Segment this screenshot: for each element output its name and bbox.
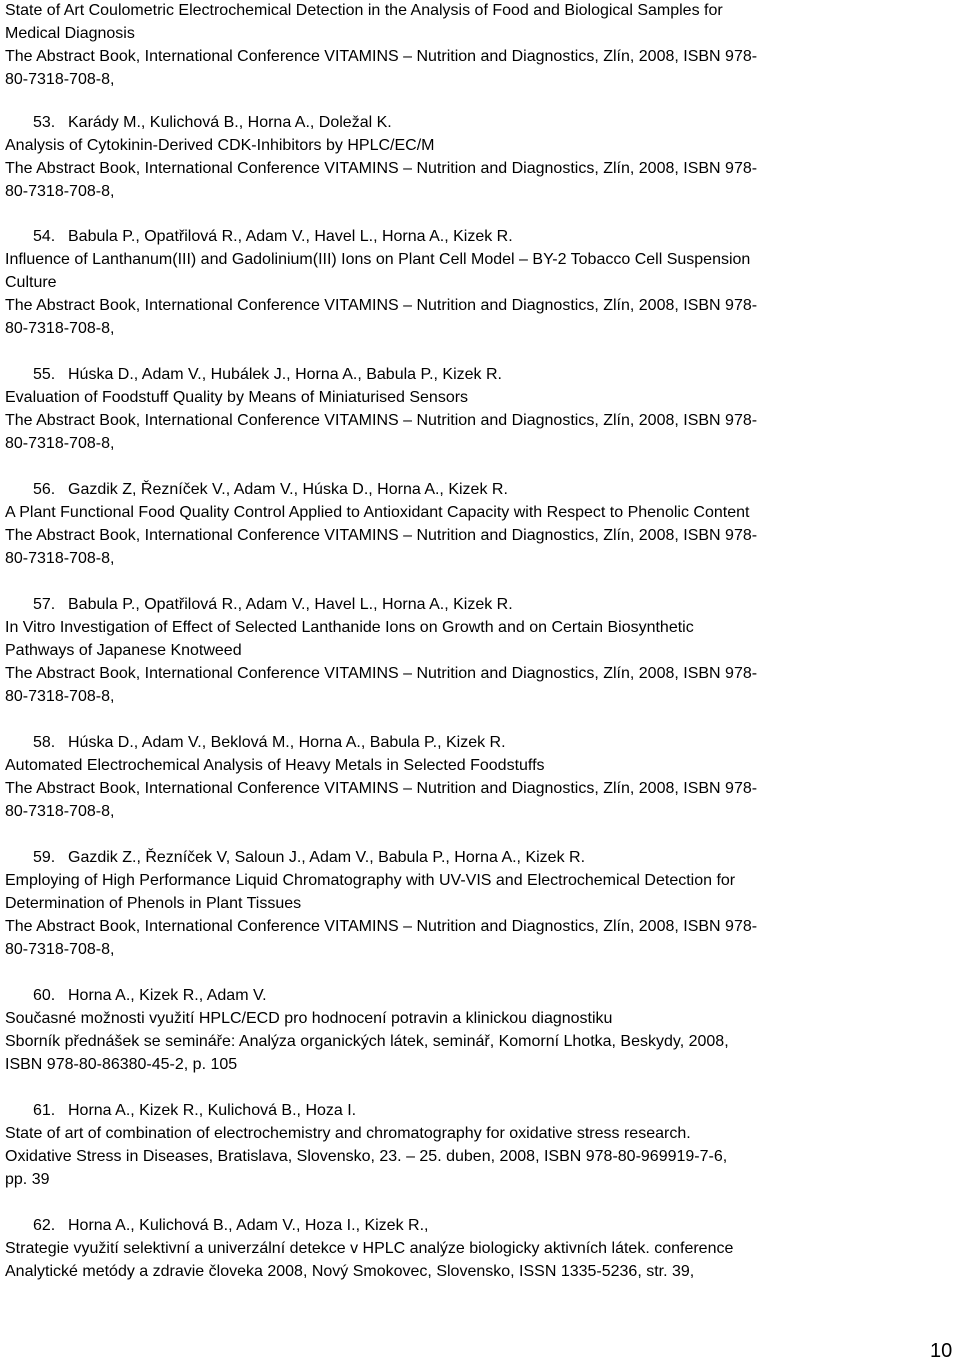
reference-number: 53.: [33, 114, 56, 131]
reference-source: The Abstract Book, International Conference VITAMINS – Nutrition and Diagnostics, Zlín, 2008, ISBN 978-: [5, 526, 758, 544]
reference-entry-58: [5, 732, 757, 824]
reference-entry-61: [5, 1100, 727, 1192]
reference-authors: Babula P., Opatřilová R., Adam V., Havel L., Horna A., Kizek R.: [68, 596, 513, 613]
reference-title: Analysis of Cytokinin-Derived CDK-Inhibitors by HPLC/EC/M: [5, 136, 435, 154]
reference-number: 54.: [33, 228, 56, 245]
reference-authors: Horna A., Kizek R., Kulichová B., Hoza I.: [68, 1102, 357, 1119]
reference-source: The Abstract Book, International Conference VITAMINS – Nutrition and Diagnostics, Zlín, 2008, ISBN 978-: [5, 411, 758, 429]
reference-authors: Karády M., Kulichová B., Horna A., Doležal K.: [68, 114, 392, 131]
reference-entry-62: [5, 1215, 733, 1284]
reference-number: 59.: [33, 849, 56, 866]
reference-authors-line: [5, 1215, 733, 1238]
reference-authors: Horna A., Kulichová B., Adam V., Hoza I., Kizek R.,: [68, 1217, 429, 1234]
reference-source: The Abstract Book, International Conference VITAMINS – Nutrition and Diagnostics, Zlín, 2008, ISBN 978-: [5, 159, 758, 177]
reference-line: Medical Diagnosis: [5, 24, 135, 42]
reference-authors: Húska D., Adam V., Beklová M., Horna A., Babula P., Kizek R.: [68, 734, 506, 751]
reference-authors: Horna A., Kizek R., Adam V.: [68, 987, 267, 1004]
reference-entry-53: [5, 112, 757, 204]
reference-entry-59: [5, 847, 757, 961]
reference-authors-line: [5, 479, 757, 502]
reference-source: 80-7318-708-8,: [5, 687, 115, 705]
reference-source: 80-7318-708-8,: [5, 802, 115, 820]
page-number: 10: [930, 1340, 953, 1362]
reference-source: Sborník přednášek se semináře: Analýza organických látek, seminář, Komorní Lhotka, Beskydy, 2008,: [5, 1032, 729, 1050]
reference-number: 55.: [33, 366, 56, 383]
reference-title: Strategie využití selektivní a univerzální detekce v HPLC analýze biologicky aktivních látek. conference: [5, 1239, 734, 1257]
reference-authors-line: [5, 112, 757, 135]
reference-authors: Babula P., Opatřilová R., Adam V., Havel L., Horna A., Kizek R.: [68, 228, 513, 245]
reference-entry-54: [5, 226, 757, 340]
reference-authors: Gazdik Z., Řezníček V, Saloun J., Adam V., Babula P., Horna A., Kizek R.: [68, 849, 586, 866]
reference-authors-line: [5, 732, 757, 755]
reference-authors: Húska D., Adam V., Hubálek J., Horna A., Babula P., Kizek R.: [68, 366, 502, 383]
reference-title: Employing of High Performance Liquid Chromatography with UV-VIS and Electrochemical Detection for: [5, 871, 736, 889]
reference-source: 80-7318-708-8,: [5, 940, 115, 958]
reference-title: Současné možnosti využití HPLC/ECD pro hodnocení potravin a klinickou diagnostiku: [5, 1009, 613, 1027]
reference-title: State of art of combination of electrochemistry and chromatography for oxidative stress research.: [5, 1124, 691, 1142]
reference-authors-line: [5, 847, 757, 870]
reference-entry-57: [5, 594, 757, 708]
reference-source: The Abstract Book, International Conference VITAMINS – Nutrition and Diagnostics, Zlín, 2008, ISBN 978-: [5, 917, 758, 935]
reference-title: Influence of Lanthanum(III) and Gadolinium(III) Ions on Plant Cell Model – BY-2 Tobacco Cell Suspension: [5, 250, 751, 268]
reference-authors-line: [5, 594, 757, 617]
reference-line: 80-7318-708-8,: [5, 70, 115, 88]
reference-number: 61.: [33, 1102, 56, 1119]
reference-source: pp. 39: [5, 1170, 50, 1188]
reference-authors-line: [5, 1100, 727, 1123]
reference-title: In Vitro Investigation of Effect of Selected Lanthanide Ions on Growth and on Certain Biosynthetic: [5, 618, 694, 636]
reference-number: 56.: [33, 481, 56, 498]
reference-entry-55: [5, 364, 757, 456]
reference-line: The Abstract Book, International Conference VITAMINS – Nutrition and Diagnostics, Zlín, 2008, ISBN 978-: [5, 47, 758, 65]
reference-authors: Gazdik Z, Řezníček V., Adam V., Húska D., Horna A., Kizek R.: [68, 481, 508, 498]
reference-source: Oxidative Stress in Diseases, Bratislava, Slovensko, 23. – 25. duben, 2008, ISBN 978-80-969919-7-6,: [5, 1147, 728, 1165]
reference-number: 62.: [33, 1217, 56, 1234]
reference-number: 58.: [33, 734, 56, 751]
reference-entry-60: [5, 985, 729, 1077]
reference-source: Analytické metódy a zdravie človeka 2008, Nový Smokovec, Slovensko, ISSN 1335-5236, str. 39,: [5, 1262, 695, 1280]
reference-source: The Abstract Book, International Conference VITAMINS – Nutrition and Diagnostics, Zlín, 2008, ISBN 978-: [5, 296, 758, 314]
reference-source: ISBN 978-80-86380-45-2, p. 105: [5, 1055, 238, 1073]
reference-authors-line: [5, 226, 757, 249]
reference-title: Pathways of Japanese Knotweed: [5, 641, 242, 659]
reference-source: 80-7318-708-8,: [5, 182, 115, 200]
reference-entry-56: [5, 479, 757, 571]
reference-title: Determination of Phenols in Plant Tissues: [5, 894, 302, 912]
reference-number: 57.: [33, 596, 56, 613]
reference-title: Culture: [5, 273, 57, 291]
reference-title: Evaluation of Foodstuff Quality by Means of Miniaturised Sensors: [5, 388, 469, 406]
reference-line: State of Art Coulometric Electrochemical Detection in the Analysis of Food and Biological Samples for: [5, 2, 723, 19]
reference-number: 60.: [33, 987, 56, 1004]
reference-source: 80-7318-708-8,: [5, 434, 115, 452]
continued-reference: [5, 0, 757, 92]
reference-title: Automated Electrochemical Analysis of Heavy Metals in Selected Foodstuffs: [5, 756, 545, 774]
reference-source: The Abstract Book, International Conference VITAMINS – Nutrition and Diagnostics, Zlín, 2008, ISBN 978-: [5, 664, 758, 682]
reference-authors-line: [5, 364, 757, 387]
reference-authors-line: [5, 985, 729, 1008]
reference-title: A Plant Functional Food Quality Control Applied to Antioxidant Capacity with Respect to Phenolic Content: [5, 503, 750, 521]
reference-source: 80-7318-708-8,: [5, 319, 115, 337]
reference-source: 80-7318-708-8,: [5, 549, 115, 567]
reference-source: The Abstract Book, International Conference VITAMINS – Nutrition and Diagnostics, Zlín, 2008, ISBN 978-: [5, 779, 758, 797]
